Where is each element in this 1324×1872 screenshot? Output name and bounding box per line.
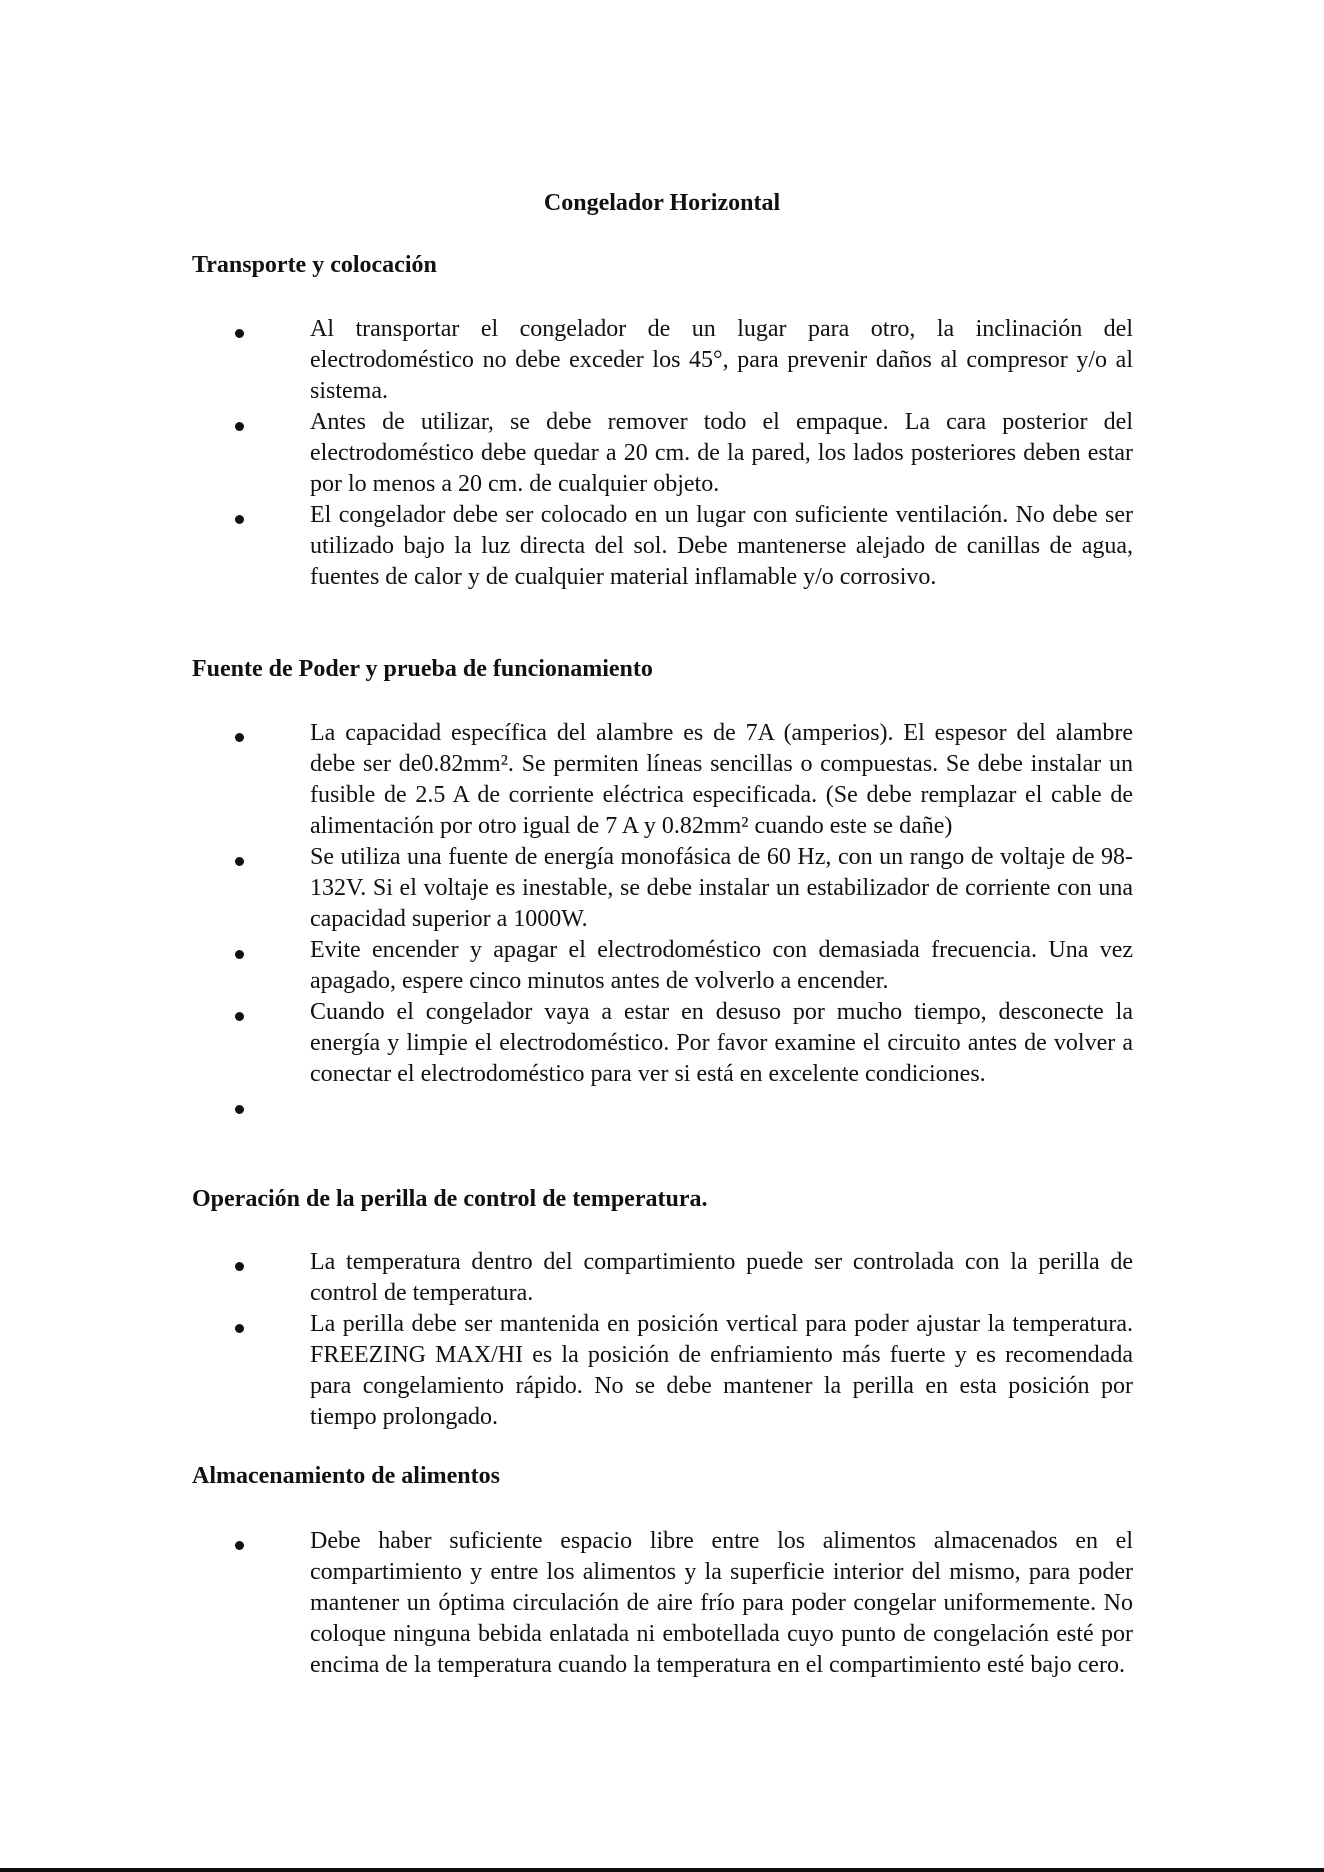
section-list-fuente-de-poder [0,718,1324,1121]
list-item-text: Evite encender y apagar el electrodoméstico con demasiada frecuencia. Una vez apagado, espere cinco minutos antes de volverlo a encender. [310,937,1133,994]
section-heading-fuente-de-poder: Fuente de Poder y prueba de funcionamiento [192,656,653,682]
list-item [0,1247,1133,1309]
list-item [0,314,1133,407]
section-heading-transporte: Transporte y colocación [192,252,437,278]
list-item-text: Antes de utilizar, se debe remover todo el empaque. La cara posterior del electrodoméstico debe quedar a 20 cm. de la pared, los lados posteriores deben estar por lo menos a 20 cm. de cualquier objeto. [310,409,1133,497]
list-item [0,935,1133,997]
list-item-text [310,1090,1133,1121]
section-list-perilla [0,1247,1324,1433]
list-item-text: Cuando el congelador vaya a estar en desuso por mucho tiempo, desconecte la energía y limpie el electrodoméstico. Por favor examine el circuito antes de volver a conectar el electrodoméstico para ver si está en excelente condiciones. [310,999,1133,1087]
section-list-transporte [0,314,1324,593]
list-item [0,1526,1133,1681]
section-heading-perilla: Operación de la perilla de control de temperatura. [192,1186,708,1212]
list-item-text: Al transportar el congelador de un lugar para otro, la inclinación del electrodoméstico no debe exceder los 45°, para prevenir daños al compresor y/o al sistema. [310,316,1133,404]
list-item-text: El congelador debe ser colocado en un lugar con suficiente ventilación. No debe ser utilizado bajo la luz directa del sol. Debe mantenerse alejado de canillas de agua, fuentes de calor y de cualquier material inflamable y/o corrosivo. [310,502,1133,590]
list-item [0,718,1133,842]
list-item [0,842,1133,935]
section-heading-almacenamiento: Almacenamiento de alimentos [192,1463,500,1489]
page-bottom-edge [0,1868,1324,1872]
list-item-text: La temperatura dentro del compartimiento puede ser controlada con la perilla de control de temperatura. [310,1249,1133,1306]
list-item-text: Debe haber suficiente espacio libre entre los alimentos almacenados en el compartimiento y entre los alimentos y la superficie interior del mismo, para poder mantener un óptima circulación de aire frío para poder congelar uniformemente. No coloque ninguna bebida enlatada ni embotellada cuyo punto de congelación esté por encima de la temperatura cuando la temperatura en el compartimiento esté bajo cero. [310,1528,1133,1678]
list-item-text: La capacidad específica del alambre es de 7A (amperios). El espesor del alambre debe ser de0.82mm². Se permiten líneas sencillas o compuestas. Se debe instalar un fusible de 2.5 A de corriente eléctrica especificada. (Se debe remplazar el cable de alimentación por otro igual de 7 A y 0.82mm² cuando este se dañe) [310,720,1133,839]
document-title: Congelador Horizontal [543,190,781,216]
list-item-text: La perilla debe ser mantenida en posición vertical para poder ajustar la temperatura. FREEZING MAX/HI es la posición de enfriamiento más fuerte y es recomendada para congelamiento rápido. No se debe mantener la perilla en esta posición por tiempo prolongado. [310,1311,1133,1430]
list-item-text: Se utiliza una fuente de energía monofásica de 60 Hz, con un rango de voltaje de 98-132V. Si el voltaje es inestable, se debe instalar un estabilizador de corriente con una capacidad superior a 1000W. [310,844,1133,932]
list-item-empty [0,1090,1133,1121]
list-item [0,997,1133,1090]
list-item [0,1309,1133,1433]
section-list-almacenamiento [0,1526,1324,1681]
list-item [0,500,1133,593]
list-item [0,407,1133,500]
